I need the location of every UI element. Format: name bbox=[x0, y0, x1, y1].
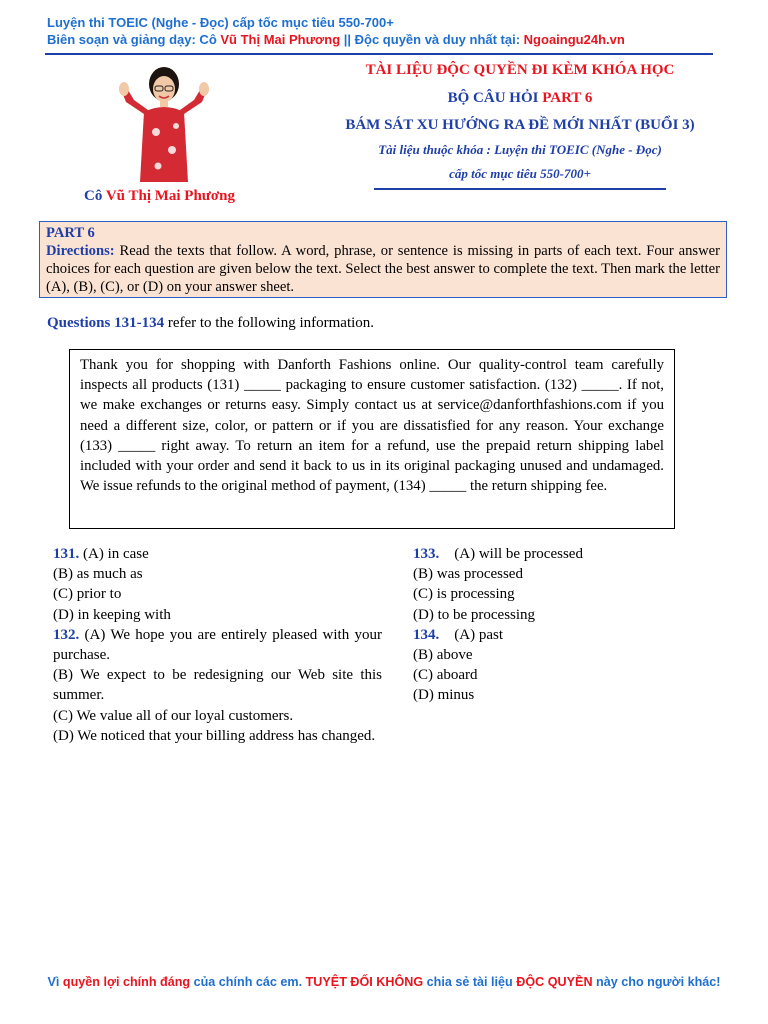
answer-column-left bbox=[53, 544, 382, 746]
question-133-number: 133. bbox=[413, 546, 440, 562]
question-133-option-b: (B) was processed bbox=[413, 566, 523, 583]
header-author-line bbox=[47, 32, 625, 47]
question-133-option-c: (C) is processing bbox=[413, 586, 515, 603]
directions-box bbox=[39, 221, 727, 298]
question-132-option-b: (B) We expect to be redesigning our Web site this summer. bbox=[53, 667, 382, 704]
header-course-line: Luyện thi TOEIC (Nghe - Đọc) cấp tốc mục tiêu 550-700+ bbox=[47, 15, 394, 30]
option-text: (A) will be processed bbox=[439, 546, 583, 562]
question-131-number: 131. bbox=[53, 546, 80, 562]
header-site-link[interactable]: Ngoaingu24h.vn bbox=[523, 32, 625, 47]
questions-intro-text: refer to the following information. bbox=[164, 315, 375, 331]
doc-subtitle-line1: Tài liệu thuộc khóa : Luyện thi TOEIC (Nghe - Đọc) bbox=[378, 142, 662, 157]
teacher-caption bbox=[84, 188, 235, 205]
question-132-option-d: (D) We noticed that your billing address has changed. bbox=[53, 727, 376, 744]
question-132-option-a bbox=[53, 625, 382, 665]
doc-title-line3: BÁM SÁT XU HƯỚNG RA ĐỀ MỚI NHẤT (BUỔI 3) bbox=[345, 117, 695, 133]
doc-title-part: PART 6 bbox=[542, 90, 593, 106]
header-author-prefix: Biên soạn và giảng dạy: Cô bbox=[47, 32, 221, 47]
questions-intro bbox=[47, 315, 374, 332]
questions-range: Questions 131-134 bbox=[47, 315, 165, 331]
footer-p2: quyền lợi chính đáng bbox=[62, 975, 191, 989]
question-134-number: 134. bbox=[413, 626, 440, 643]
question-131-option-d: (D) in keeping with bbox=[53, 606, 171, 623]
question-134-option-c: (C) aboard bbox=[413, 667, 478, 684]
directions-label: Directions: bbox=[46, 243, 115, 259]
question-132-number: 132. bbox=[53, 626, 80, 643]
part-heading: PART 6 bbox=[46, 225, 95, 241]
question-132-option-c: (C) We value all of our loyal customers. bbox=[53, 707, 294, 724]
doc-title-line2 bbox=[300, 90, 740, 107]
header-author-name: Vũ Thị Mai Phương bbox=[220, 32, 341, 47]
footer-p7: này cho người khác! bbox=[592, 975, 721, 989]
doc-subtitle-line2: cấp tốc mục tiêu 550-700+ bbox=[449, 166, 591, 181]
footer-p4: TUYỆT ĐỐI KHÔNG bbox=[305, 975, 424, 989]
header-divider bbox=[45, 53, 713, 55]
answer-column-right bbox=[413, 544, 713, 706]
question-134-option-b: (B) above bbox=[413, 647, 473, 664]
question-134-option-d: (D) minus bbox=[413, 687, 475, 704]
question-133-option-d: (D) to be processing bbox=[413, 606, 536, 623]
directions-body bbox=[46, 242, 720, 296]
header-author-middle: || Độc quyền và duy nhất tại: bbox=[340, 32, 524, 47]
doc-title-line2-prefix: BỘ CÂU HỎI bbox=[447, 90, 543, 106]
footer-p3: của chính các em. bbox=[190, 975, 306, 989]
question-131-option-c: (C) prior to bbox=[53, 586, 122, 603]
teacher-photo bbox=[118, 62, 210, 184]
question-131-option-a bbox=[53, 544, 382, 564]
reading-passage: Thank you for shopping with Danforth Fashions online. Our quality-control team carefully inspects all products (131) _____ packaging to ensure customer satisfaction. (132) _____. If not, we make exchanges or returns easy. Simply contact us at service@danforthfashions.com if you need a different size, color, or pattern or if you are dissatisfied for any reason. Your exchange (133) _____ right away. To return an item for a refund, use the prepaid return shipping label included with your order and send it back to us in its original packaging unused and undamaged. We issue refunds to the original method of payment, (134) _____ the return shipping fee. bbox=[69, 349, 675, 529]
option-text: (A) in case bbox=[79, 546, 149, 562]
question-133-option-a bbox=[413, 544, 713, 564]
footer-p5: chia sẻ tài liệu bbox=[423, 975, 517, 989]
teacher-caption-prefix: Cô bbox=[84, 188, 106, 204]
teacher-caption-name: Vũ Thị Mai Phương bbox=[105, 188, 235, 204]
directions-text: Read the texts that follow. A word, phrase, or sentence is missing in parts of each text. Four answer choices for each question are given below the text. Select the best answer to complete the text. Then mark the letter (A), (B), (C), or (D) on your answer sheet. bbox=[46, 243, 720, 295]
question-131-option-b: (B) as much as bbox=[53, 566, 143, 583]
title-divider bbox=[374, 188, 666, 190]
footer-p6: ĐỘC QUYỀN bbox=[516, 975, 593, 989]
footer-notice bbox=[0, 975, 768, 989]
option-text: (A) past bbox=[439, 626, 503, 643]
question-134-option-a bbox=[413, 625, 713, 645]
option-text: (A) We hope you are entirely pleased with your purchase. bbox=[53, 626, 382, 664]
doc-title-line1: TÀI LIỆU ĐỘC QUYỀN ĐI KÈM KHÓA HỌC bbox=[365, 62, 675, 78]
footer-p1: Vì bbox=[47, 975, 63, 989]
